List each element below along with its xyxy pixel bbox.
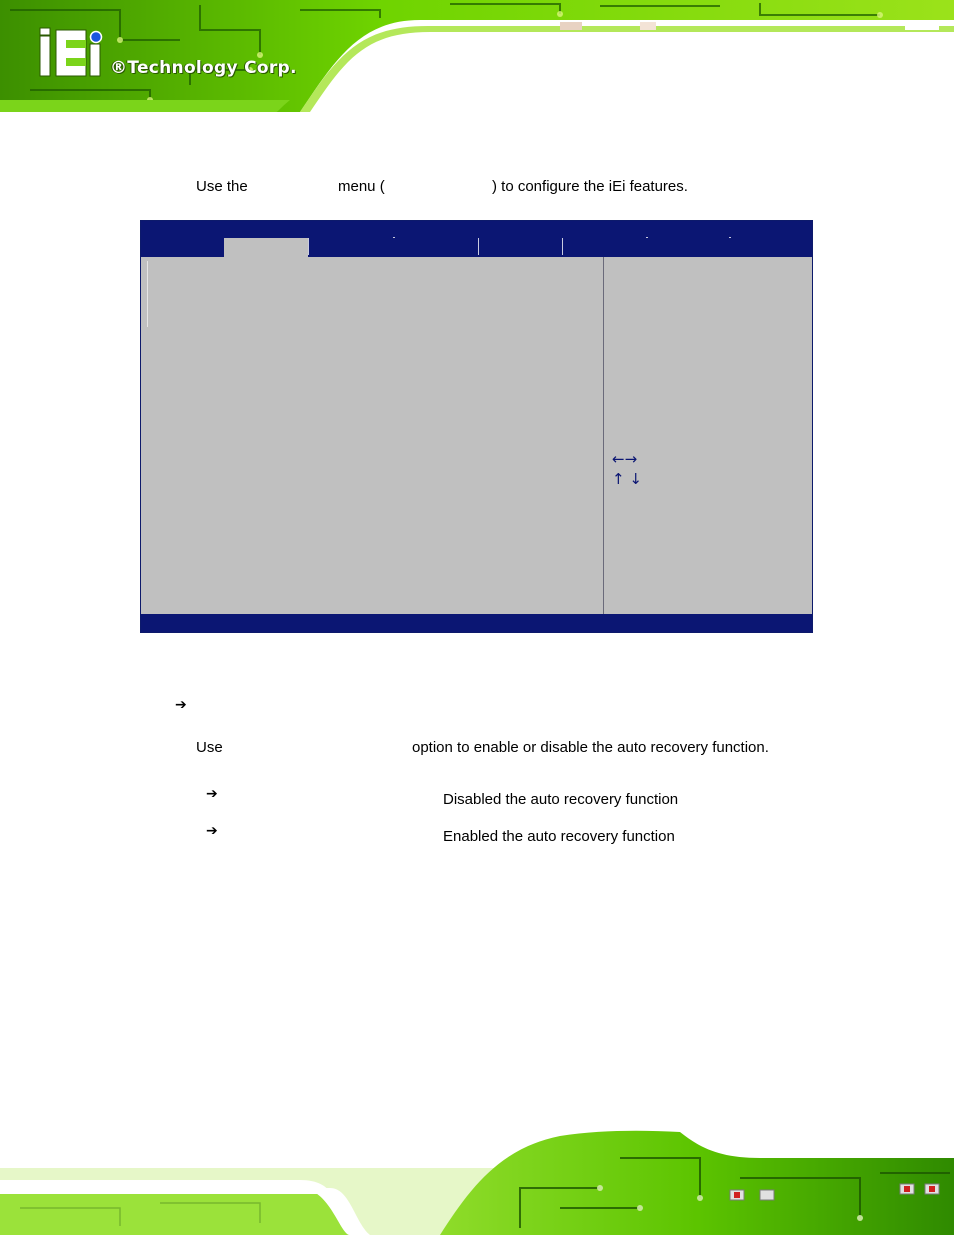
company-name: ®Technology Corp. — [110, 58, 297, 78]
bios-help-divider — [603, 257, 604, 614]
option-enabled-description: Enabled the auto recovery function — [443, 828, 675, 845]
bios-tab-marker — [393, 237, 395, 238]
bios-active-tab[interactable] — [224, 238, 308, 257]
option-use: Use — [196, 739, 223, 756]
section-arrow-icon: ➔ — [175, 697, 187, 713]
bios-tab-separator — [562, 238, 563, 255]
up-down-arrow-icon: ↑ ↓ — [612, 470, 642, 488]
bios-status-bar — [141, 614, 812, 632]
option-disabled-description: Disabled the auto recovery function — [443, 791, 679, 808]
bios-tab-marker — [729, 237, 731, 238]
iei-logo-mark — [40, 28, 102, 76]
bios-tab-separator — [478, 238, 479, 255]
bios-tab-separator — [308, 238, 309, 255]
option-arrow-icon: ➔ — [206, 823, 218, 839]
left-right-arrow-icon: ←→ — [612, 450, 638, 468]
footer-banner — [0, 1128, 954, 1235]
intro-configure: ) to configure the iEi features. — [492, 178, 688, 195]
option-description: option to enable or disable the auto recovery function. — [412, 739, 769, 756]
bios-screen — [140, 220, 813, 633]
intro-menu-open: menu ( — [338, 178, 385, 195]
intro-use-the: Use the — [196, 178, 248, 195]
bios-menu-bar — [141, 221, 812, 257]
bios-tab-marker — [646, 237, 648, 238]
bios-panel-edge — [147, 261, 148, 327]
header-banner — [0, 0, 954, 112]
option-arrow-icon: ➔ — [206, 786, 218, 802]
circuit-board-footer-graphic — [0, 1128, 954, 1235]
circuit-board-header-graphic — [0, 0, 954, 112]
